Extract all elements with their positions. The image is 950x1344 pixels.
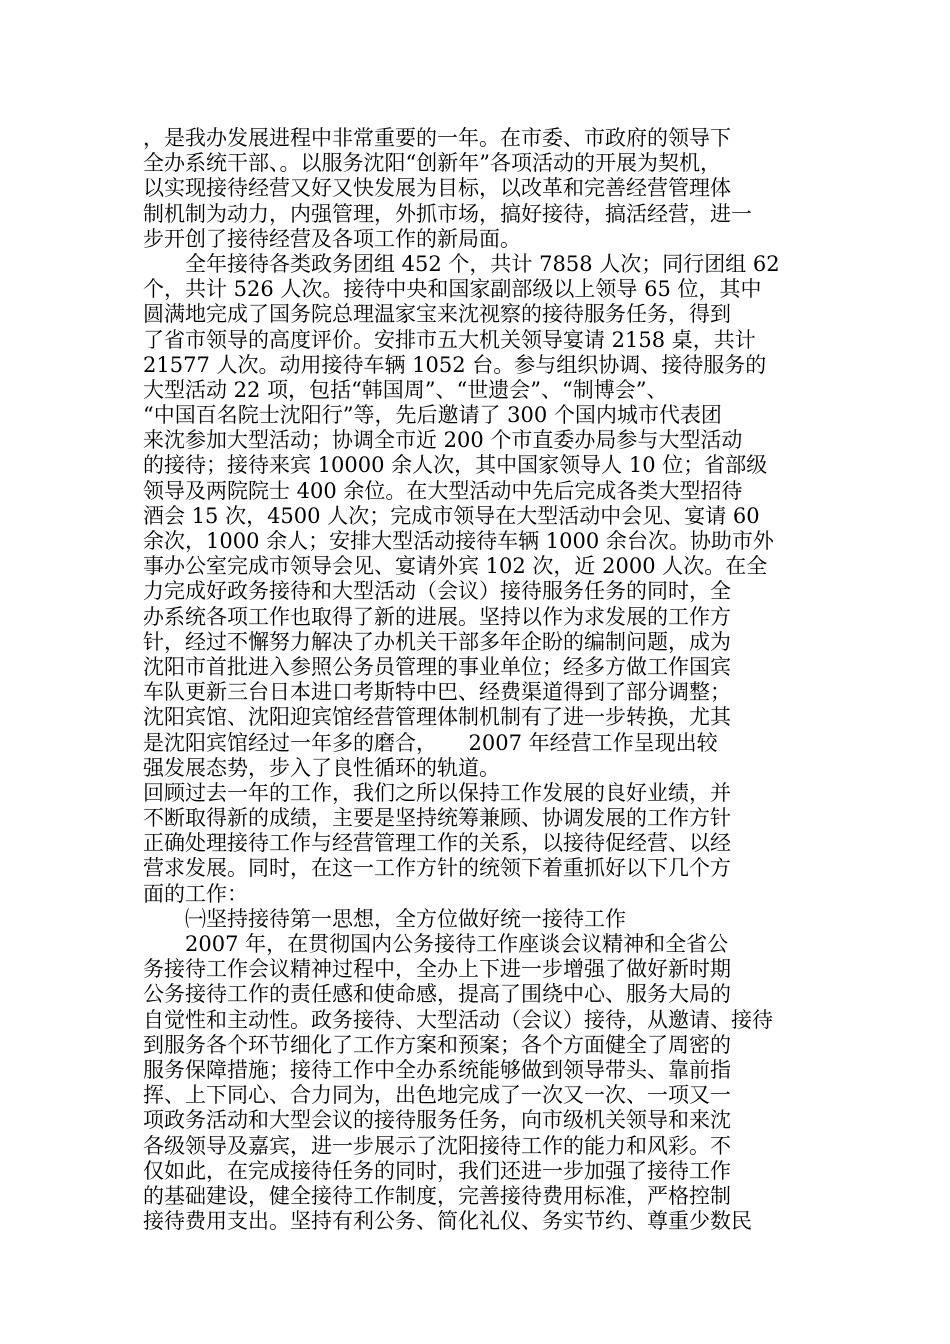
text-line: 余次，1000 余人；安排大型活动接待车辆 1000 余台次。协助市外 [143,529,774,553]
text-line: 接待费用支出。坚持有利公务、简化礼仪、务实节约、尊重少数民 [143,1209,752,1234]
text-line: “中国百名院士沈阳行”等，先后邀请了 300 个国内城市代表团 [143,403,722,428]
text-line: 自觉性和主动性。政务接待、大型活动（会议）接待，从邀请、接待 [143,1007,773,1032]
text-line: 沈阳市首批进入参照公务员管理的事业单位；经多方做工作国宾 [143,654,731,679]
text-line: 面的工作： [143,881,248,906]
text-line: 制机制为动力，内强管理，外抓市场，搞好接待，搞活经营，进一 [143,201,752,226]
text-line: 务接待工作会议精神过程中，全办上下进一步增强了做好新时期 [143,957,731,982]
text-line: 针，经过不懈努力解决了办机关干部多年企盼的编制问题，成为 [143,629,731,654]
text-line: 以实现接待经营又好又快发展为目标，以改革和完善经营管理体 [143,176,731,201]
text-line: 办系统各项工作也取得了新的进展。坚持以作为求发展的工作方 [143,604,731,629]
text-line: 的基础建设，健全接待工作制度，完善接待费用标准，严格控制 [143,1183,731,1208]
text-line: 力完成好政务接待和大型活动（会议）接待服务任务的同时，全 [143,579,731,604]
text-line: 是沈阳宾馆经过一年多的磨合， 2007 年经营工作呈现出较 [143,730,718,755]
text-line: 领导及两院院士 400 余位。在大型活动中先后完成各类大型招待 [143,478,743,503]
text-line: 车队更新三台日本进口考斯特中巴、经费渠道得到了部分调整； [143,680,731,705]
text-line: 服务保障措施；接待工作中全办系统能够做到领导带头、靠前指 [143,1057,731,1082]
text-line: 2007 年，在贯彻国内公务接待工作座谈会议精神和全省公 [143,932,729,956]
text-line: 来沈参加大型活动；协调全市近 200 个市直委办局参与大型活动 [143,428,743,453]
text-line: 酒会 15 次，4500 人次；完成市领导在大型活动中会见、宴请 60 [143,503,760,528]
text-line: 个，共计 526 人次。接待中央和国家副部级以上领导 65 位，其中 [143,277,762,302]
text-line: 仅如此，在完成接待任务的同时，我们还进一步加强了接待工作 [143,1158,731,1183]
text-line: 公务接待工作的责任感和使命感，提高了围绕中心、服务大局的 [143,982,731,1007]
text-line: 不断取得新的成绩，主要是坚持统筹兼顾、协调发展的工作方针 [143,806,731,831]
text-line: ，是我办发展进程中非常重要的一年。在市委、市政府的领导下 [143,126,731,150]
text-line: 项政务活动和大型会议的接待服务任务，向市级机关领导和来沈 [143,1108,731,1133]
text-line: 步开创了接待经营及各项工作的新局面。 [143,226,521,251]
text-line: 21577 人次。动用接待车辆 1052 台。参与组织协调、接待服务的 [143,352,767,377]
document-body-text [143,126,808,1234]
text-line: 圆满地完成了国务院总理温家宝来沈视察的接待服务任务，得到 [143,302,731,327]
text-line: 全年接待各类政务团组 452 个，共计 7858 人次；同行团组 62 [143,251,780,276]
text-line: 事办公室完成市领导会见、宴请外宾 102 次，近 2000 人次。在全 [143,554,768,579]
text-line: 回顾过去一年的工作，我们之所以保持工作发展的良好业绩，并 [143,780,731,805]
text-line: 挥、上下同心、合力同为，出色地完成了一次又一次、一项又一 [143,1083,731,1108]
text-line: 强发展态势，步入了良性循环的轨道。 [143,755,500,780]
text-line: 各级领导及嘉宾，进一步展示了沈阳接待工作的能力和风彩。不 [143,1133,731,1158]
text-line: 到服务各个环节细化了工作方案和预案；各个方面健全了周密的 [143,1032,731,1057]
text-line: 沈阳宾馆、沈阳迎宾馆经营管理体制机制有了进一步转换，尤其 [143,705,731,730]
text-line: ㈠坚持接待第一思想，全方位做好统一接待工作 [143,906,626,931]
text-line: 大型活动 22 项，包括“韩国周”、“世遗会”、“制博会”、 [143,377,668,402]
text-line: 的接待；接待来宾 10000 余人次，其中国家领导人 10 位；省部级 [143,453,768,478]
text-line: 了省市领导的高度评价。安排市五大机关领导宴请 2158 桌，共计 [143,327,756,352]
text-line: 营求发展。同时，在这一工作方针的统领下着重抓好以下几个方 [143,856,731,881]
text-line: 正确处理接待工作与经营管理工作的关系，以接待促经营、以经 [143,831,731,856]
text-line: 全办系统干部、。以服务沈阳“创新年”各项活动的开展为契机， [143,151,721,176]
